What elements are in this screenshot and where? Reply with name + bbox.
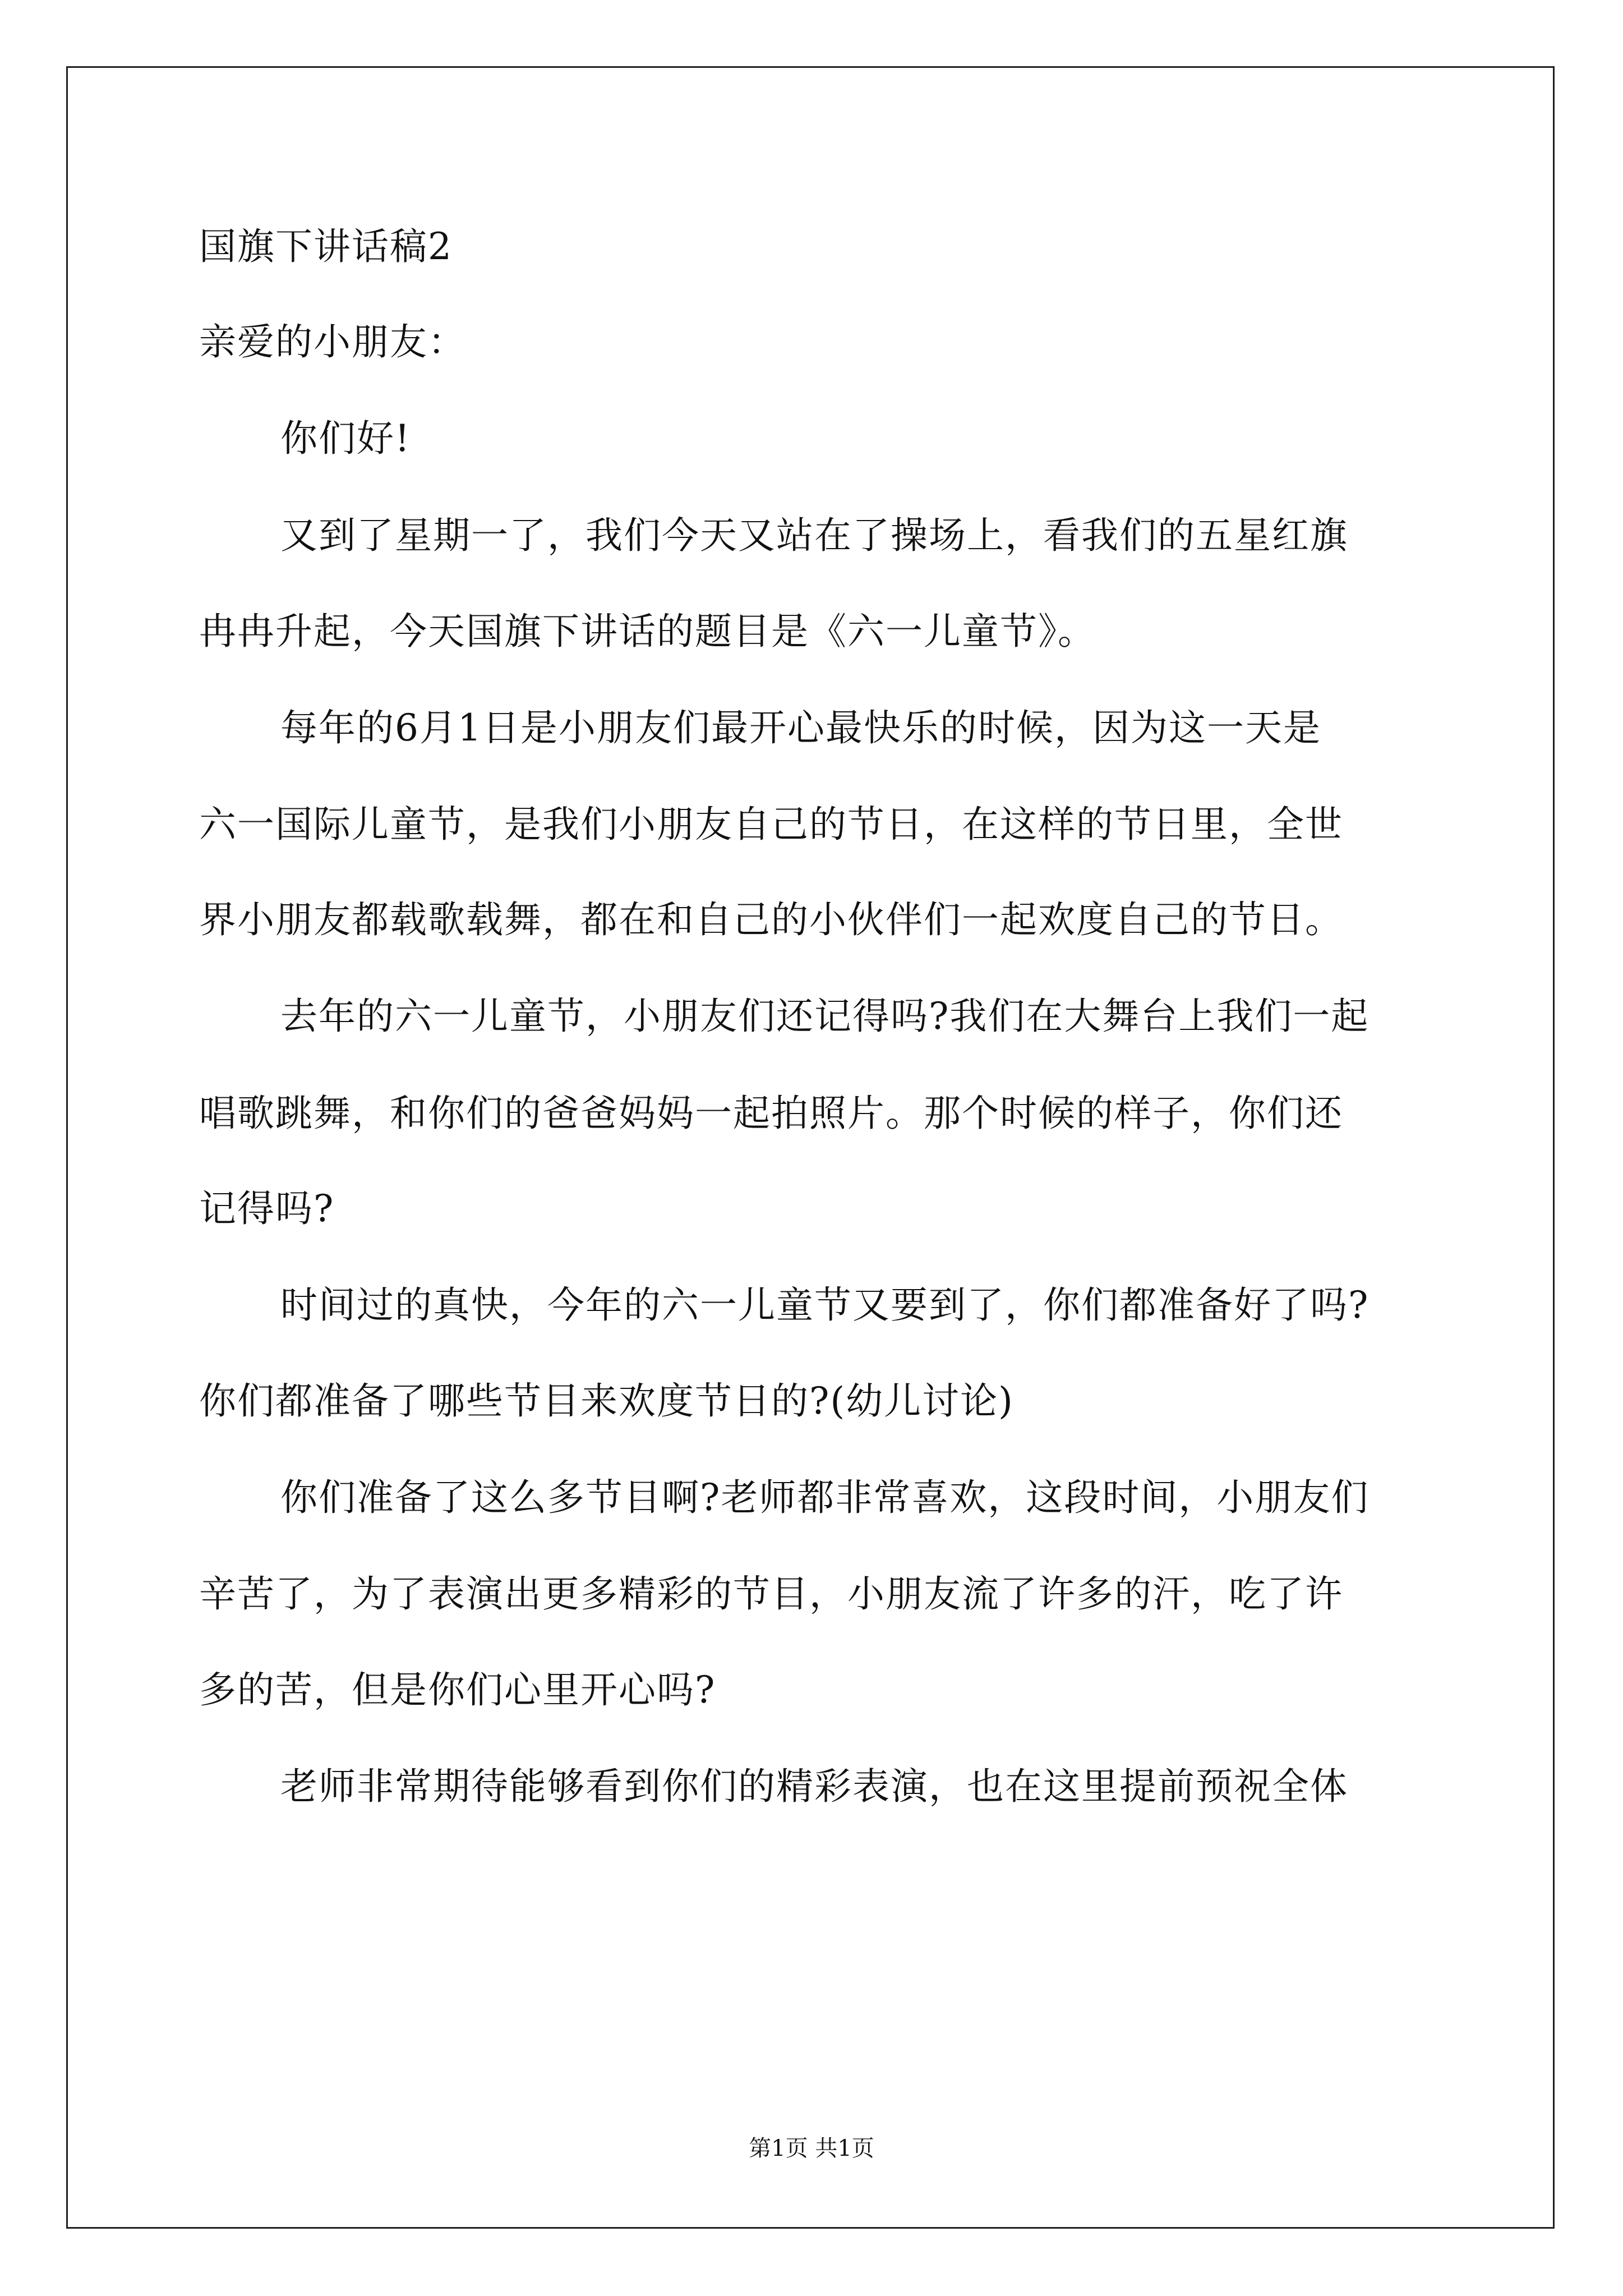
- paragraph-line: 界小朋友都载歌载舞，都在和自己的小伙伴们一起欢度自己的节日。: [199, 898, 1343, 941]
- salutation: 亲爱的小朋友：: [199, 320, 466, 364]
- paragraph-line: 你们好!: [280, 417, 411, 460]
- paragraph-line: 冉冉升起，今天国旗下讲话的题目是《六一儿童节》。: [199, 610, 1096, 653]
- paragraph-line: 唱歌跳舞，和你们的爸爸妈妈一起拍照片。那个时候的样子，你们还: [199, 1092, 1343, 1135]
- paragraph-line: 记得吗?: [199, 1187, 335, 1230]
- page-border: [66, 66, 1555, 2229]
- paragraph-line: 多的苦，但是你们心里开心吗?: [199, 1668, 716, 1711]
- paragraph-line: 你们都准备了哪些节目来欢度节日的?(幼儿讨论): [199, 1379, 1014, 1423]
- paragraph-line: 又到了星期一了，我们今天又站在了操场上，看我们的五星红旗: [280, 514, 1348, 557]
- page-footer: 第1页 共1页: [749, 2136, 874, 2161]
- paragraph-line: 去年的六一儿童节，小朋友们还记得吗?我们在大舞台上我们一起: [280, 995, 1370, 1038]
- paragraph-line: 每年的6月1日是小朋友们最开心最快乐的时候，因为这一天是: [280, 706, 1321, 749]
- paragraph-line: 时间过的真快，今年的六一儿童节又要到了，你们都准备好了吗?: [280, 1283, 1370, 1327]
- paragraph-line: 你们准备了这么多节目啊?老师都非常喜欢，这段时间，小朋友们: [280, 1476, 1370, 1519]
- paragraph-line: 老师非常期待能够看到你们的精彩表演，也在这里提前预祝全体: [280, 1765, 1348, 1808]
- document-title: 国旗下讲话稿2: [199, 225, 453, 268]
- paragraph-line: 六一国际儿童节，是我们小朋友自己的节日，在这样的节日里，全世: [199, 803, 1343, 846]
- paragraph-line: 辛苦了，为了表演出更多精彩的节目，小朋友流了许多的汗，吃了许: [199, 1572, 1343, 1616]
